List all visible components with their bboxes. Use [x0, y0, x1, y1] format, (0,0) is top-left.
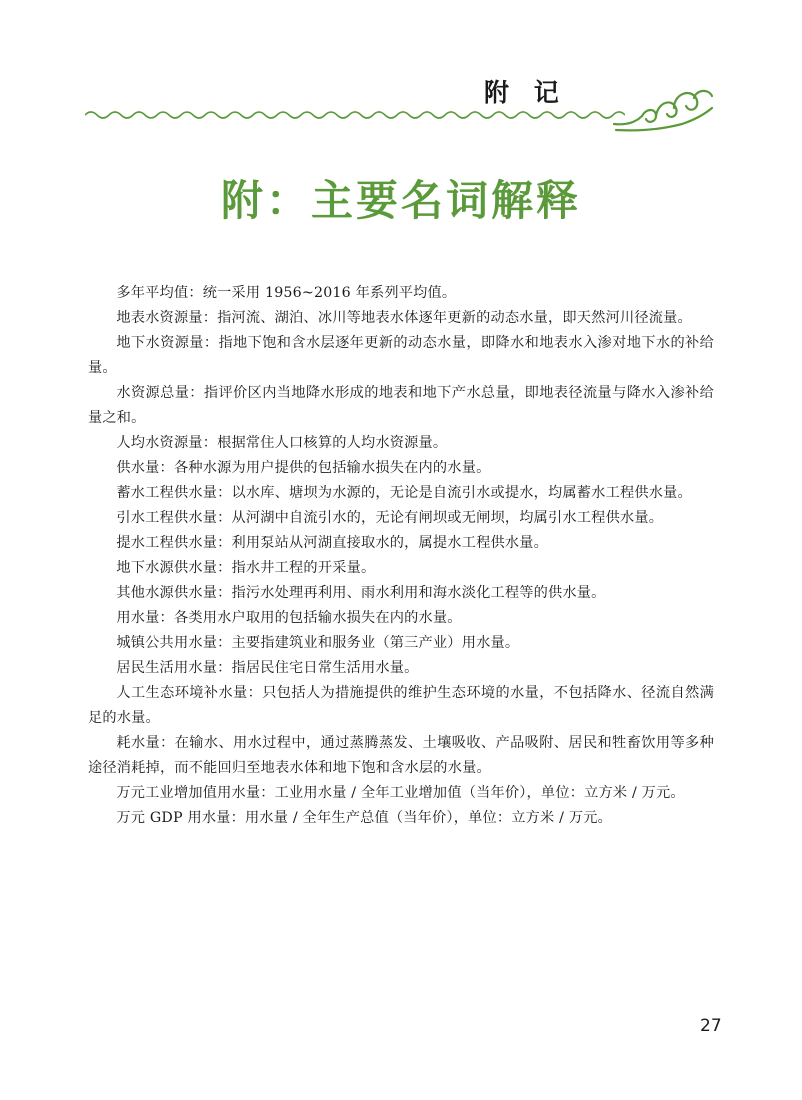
glossary-entry: 居民生活用水量：指居民住宅日常生活用水量。: [116, 660, 419, 676]
glossary-entry: 提水工程供水量：利用泵站从河湖直接取水的，属提水工程供水量。: [116, 535, 549, 551]
glossary-entry: 耗水量：在输水、用水过程中，通过蒸腾蒸发、土壤吸收、产品吸附、居民和牲畜饮用等多种途径消耗掉，而不能回归至地表水体和地下饱和含水层的水量。: [88, 735, 714, 776]
glossary-entry: 人均水资源量：根据常住人口核算的人均水资源量。: [116, 435, 448, 451]
glossary-entry: 地下水源供水量：指水井工程的开采量。: [116, 560, 376, 576]
glossary-entry: 人工生态环境补水量：只包括人为措施提供的维护生态环境的水量，不包括降水、径流自然满足的水量。: [88, 685, 714, 726]
wavy-divider: [85, 108, 625, 122]
page-header: [0, 0, 802, 140]
glossary-entry: 地表水资源量：指河流、湖泊、冰川等地表水体逐年更新的动态水量，即天然河川径流量。: [116, 310, 692, 326]
glossary-entry: 地下水资源量：指地下饱和含水层逐年更新的动态水量，即降水和地表水入渗对地下水的补给量。: [88, 335, 714, 376]
glossary-entry: 万元工业增加值用水量：工业用水量 / 全年工业增加值（当年价），单位：立方米 / 万元。: [116, 785, 685, 801]
wave-scroll-icon: [612, 86, 716, 134]
section-label: 附 记: [484, 78, 567, 107]
glossary-entry: 万元 GDP 用水量：用水量 / 全年生产总值（当年价），单位：立方米 / 万元。: [116, 810, 612, 826]
glossary-entry: 用水量：各类用水户取用的包括输水损失在内的水量。: [116, 610, 462, 626]
glossary-entry: 供水量：各种水源为用户提供的包括输水损失在内的水量。: [116, 460, 491, 476]
glossary-entry: 引水工程供水量：从河湖中自流引水的，无论有闸坝或无闸坝，均属引水工程供水量。: [116, 510, 664, 526]
glossary-entry: 水资源总量：指评价区内当地降水形成的地表和地下产水总量，即地表径流量与降水入渗补给量之和。: [88, 385, 714, 426]
glossary-entry: 城镇公共用水量：主要指建筑业和服务业（第三产业）用水量。: [116, 635, 520, 651]
page-number: 27: [700, 1016, 722, 1036]
glossary-entry: 其他水源供水量：指污水处理再利用、雨水利用和海水淡化工程等的供水量。: [116, 585, 606, 601]
page-title: 附：主要名词解释: [220, 176, 581, 225]
glossary-entry: 多年平均值：统一采用 1956~2016 年系列平均值。: [116, 285, 457, 301]
glossary-list: [88, 281, 714, 831]
glossary-entry: 蓄水工程供水量：以水库、塘坝为水源的，无论是自流引水或提水，均属蓄水工程供水量。: [116, 485, 692, 501]
